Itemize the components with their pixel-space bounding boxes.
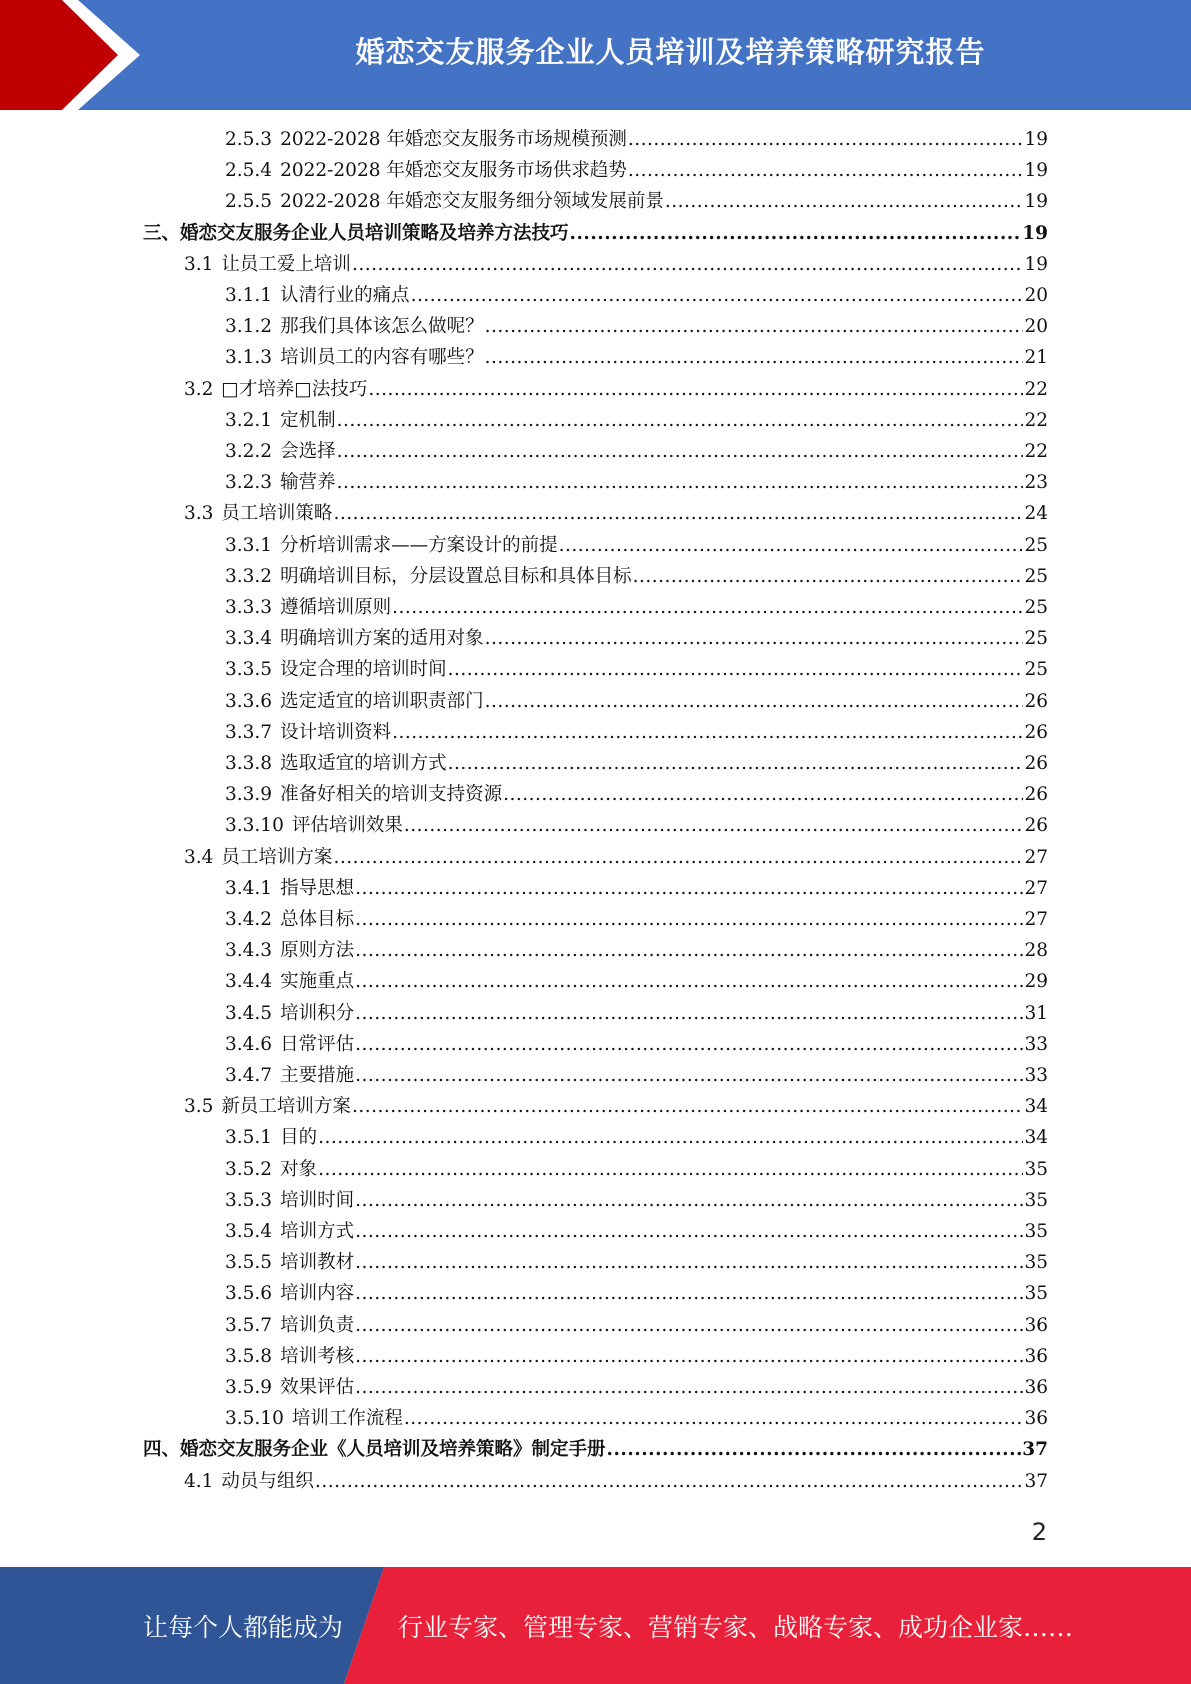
toc-entry-page: 36 — [1024, 1377, 1048, 1398]
toc-entry-title: 让员工爱上培训 — [221, 253, 351, 275]
toc-dot-leader — [337, 439, 1024, 465]
toc-dot-leader — [355, 1375, 1023, 1401]
toc-dot-leader — [368, 377, 1023, 403]
toc-entry-page: 29 — [1024, 971, 1048, 993]
toc-entry-page: 19 — [1024, 191, 1048, 213]
toc-entry-page: 22 — [1024, 441, 1048, 462]
toc-dot-leader — [633, 564, 1024, 590]
toc-entry-title: 定机制 — [280, 409, 336, 431]
toc-entry-page: 28 — [1024, 940, 1048, 962]
toc-entry[interactable] — [225, 657, 1048, 683]
toc-entry-title: 培训积分 — [280, 1002, 355, 1024]
toc-entry-number: 3.2 — [184, 378, 214, 400]
toc-entry-number: 三、 — [143, 222, 181, 244]
toc-entry-title: 婚恋交友服务企业人员培训策略及培养方法技巧 — [180, 222, 569, 244]
toc-dot-leader — [355, 969, 1023, 995]
toc-entry-title: 2022-2028 年婚恋交友服务细分领域发展前景 — [280, 191, 664, 213]
toc-entry-number: 3.3.9 — [225, 784, 273, 806]
footer-banner — [0, 1567, 1191, 1684]
toc-dot-leader — [448, 751, 1024, 777]
toc-entry-page: 35 — [1024, 1158, 1048, 1180]
toc-entry-title: 分析培训需求——方案设计的前提 — [280, 534, 558, 556]
toc-entry-number: 3.3.4 — [225, 628, 273, 650]
toc-entry-page: 34 — [1024, 1127, 1048, 1149]
toc-entry-page: 36 — [1024, 1345, 1048, 1367]
toc-entry-page: 25 — [1024, 628, 1048, 650]
toc-entry[interactable] — [184, 1094, 1048, 1120]
toc-entry-number: 3.3.3 — [225, 597, 273, 618]
toc-entry-title: 培训方式 — [280, 1221, 355, 1242]
toc-entry-title: 总体目标 — [280, 909, 355, 930]
toc-entry[interactable] — [225, 127, 1048, 153]
toc-entry-title: 明确培训方案的适用对象 — [280, 628, 484, 650]
toc-entry-page: 36 — [1024, 1314, 1048, 1336]
toc-dot-leader — [559, 533, 1024, 559]
toc-entry[interactable] — [225, 1063, 1048, 1089]
toc-entry-title: 婚恋交友服务企业《人员培训及培养策略》制定手册 — [180, 1439, 606, 1461]
toc-dot-leader — [352, 1094, 1024, 1120]
toc-entry-title: 输营养 — [280, 472, 336, 494]
toc-entry[interactable] — [225, 876, 1048, 902]
toc-entry[interactable] — [225, 1032, 1048, 1058]
toc-entry-page: 19 — [1024, 160, 1048, 182]
toc-entry-page: 22 — [1024, 409, 1048, 431]
toc-entry-title: 选定适宜的培训职责部门 — [280, 690, 484, 712]
toc-entry[interactable] — [184, 845, 1048, 871]
toc-dot-leader — [355, 1001, 1023, 1027]
toc-entry-page: 20 — [1024, 316, 1048, 338]
toc-entry-number: 3.4.3 — [225, 940, 273, 962]
toc-entry-title: 新员工培训方案 — [221, 1096, 351, 1118]
toc-dot-leader — [355, 1063, 1023, 1089]
toc-entry-title: □才培养□法技巧 — [221, 378, 368, 400]
toc-entry[interactable] — [225, 1219, 1048, 1245]
toc-entry-title: 遵循培训原则 — [280, 597, 392, 618]
toc-entry-title: 培训负责 — [280, 1314, 355, 1336]
toc-entry-number: 3.1.2 — [225, 316, 273, 338]
toc-entry-number: 3.2.3 — [225, 472, 273, 494]
toc-entry[interactable] — [225, 1001, 1048, 1027]
toc-entry[interactable] — [225, 1375, 1048, 1401]
toc-entry[interactable] — [143, 221, 1048, 247]
toc-entry-number: 3.5.3 — [225, 1189, 273, 1211]
toc-entry-number: 3.2.1 — [225, 409, 273, 431]
toc-entry-number: 四、 — [143, 1439, 181, 1461]
toc-entry-number: 3.5.4 — [225, 1221, 273, 1242]
page-number: 2 — [1031, 1518, 1047, 1546]
toc-dot-leader — [628, 158, 1024, 184]
toc-entry-number: 3.3.6 — [225, 690, 273, 712]
toc-entry[interactable] — [225, 1281, 1048, 1307]
toc-entry-page: 23 — [1024, 472, 1048, 494]
toc-entry-number: 2.5.5 — [225, 191, 273, 213]
toc-entry-number: 3.5.10 — [225, 1408, 284, 1430]
toc-entry-page: 35 — [1024, 1252, 1048, 1274]
toc-entry-number: 3.2.2 — [225, 441, 273, 462]
toc-entry[interactable] — [225, 720, 1048, 746]
toc-dot-leader — [355, 1313, 1023, 1339]
toc-entry-title: 培训内容 — [280, 1283, 355, 1305]
toc-dot-leader — [337, 470, 1024, 496]
toc-dot-leader — [355, 876, 1023, 902]
toc-dot-leader — [355, 1032, 1023, 1058]
toc-entry-number: 3.3.2 — [225, 565, 273, 587]
toc-entry-number: 3.4.5 — [225, 1002, 273, 1024]
chevron-arrow-icon — [0, 0, 160, 110]
toc-dot-leader — [355, 1188, 1023, 1214]
toc-entry-title: 培训时间 — [280, 1189, 355, 1211]
toc-dot-leader — [665, 189, 1024, 215]
toc-dot-leader — [355, 1219, 1023, 1245]
toc-entry-page: 26 — [1024, 753, 1048, 774]
report-title: 婚恋交友服务企业人员培训及培养策略研究报告 — [355, 34, 986, 69]
toc-entry-number: 3.5.9 — [225, 1377, 273, 1398]
toc-entry-page: 37 — [1022, 1439, 1048, 1461]
toc-entry-number: 3.1.1 — [225, 285, 273, 306]
toc-dot-leader — [318, 1157, 1023, 1183]
toc-entry[interactable] — [225, 782, 1048, 808]
toc-dot-leader — [404, 813, 1024, 839]
toc-dot-leader — [352, 252, 1024, 278]
toc-entry[interactable] — [225, 595, 1048, 621]
toc-entry-title: 员工培训方案 — [221, 846, 333, 868]
toc-entry-page: 26 — [1024, 784, 1048, 806]
toc-entry-number: 3.3.10 — [225, 815, 284, 837]
toc-dot-leader — [355, 938, 1023, 964]
toc-entry-number: 3.5.2 — [225, 1158, 273, 1180]
toc-entry-number: 3.3.8 — [225, 753, 273, 774]
toc-entry-page: 25 — [1024, 597, 1048, 618]
toc-entry-title: 选取适宜的培训方式 — [280, 753, 447, 774]
toc-entry-title: 会选择 — [280, 441, 336, 462]
toc-entry-number: 3.4.7 — [225, 1065, 273, 1086]
toc-entry-title: 2022-2028 年婚恋交友服务市场规模预测 — [280, 129, 627, 150]
toc-entry-number: 2.5.3 — [225, 129, 273, 150]
toc-dot-leader — [318, 1125, 1023, 1151]
toc-entry-title: 实施重点 — [280, 971, 355, 993]
toc-entry-page: 34 — [1024, 1096, 1048, 1118]
toc-entry[interactable] — [225, 626, 1048, 652]
toc-entry[interactable] — [225, 314, 1048, 340]
toc-entry[interactable] — [225, 1313, 1048, 1339]
toc-dot-leader — [404, 1406, 1024, 1432]
toc-entry-page: 37 — [1024, 1470, 1048, 1492]
toc-dot-leader — [485, 345, 1024, 371]
toc-entry-number: 3.3 — [184, 503, 214, 525]
toc-entry-title: 日常评估 — [280, 1033, 355, 1055]
toc-entry[interactable] — [225, 189, 1048, 215]
toc-entry[interactable] — [143, 1437, 1048, 1463]
toc-entry-number: 3.1 — [184, 253, 214, 275]
toc-entry-title: 设定合理的培训时间 — [280, 659, 447, 681]
toc-entry-number: 3.4.2 — [225, 909, 273, 930]
toc-entry-title: 指导思想 — [280, 877, 355, 899]
toc-entry[interactable] — [184, 1469, 1048, 1495]
toc-entry-title: 评估培训效果 — [291, 815, 403, 837]
toc-entry[interactable] — [225, 1125, 1048, 1151]
toc-entry-page: 35 — [1024, 1283, 1048, 1305]
toc-entry-page: 36 — [1024, 1408, 1048, 1430]
toc-entry-page: 33 — [1024, 1065, 1048, 1086]
toc-entry[interactable] — [225, 439, 1048, 465]
toc-entry-page: 22 — [1024, 378, 1048, 400]
toc-dot-leader — [485, 689, 1024, 715]
toc-entry-page: 19 — [1024, 253, 1048, 275]
toc-entry[interactable] — [225, 1250, 1048, 1276]
toc-entry-title: 目的 — [280, 1127, 318, 1149]
toc-entry-number: 3.5.7 — [225, 1314, 273, 1336]
toc-dot-leader — [503, 782, 1023, 808]
toc-entry[interactable] — [225, 938, 1048, 964]
toc-entry[interactable] — [225, 283, 1048, 309]
toc-entry[interactable] — [225, 751, 1048, 777]
toc-entry[interactable] — [225, 907, 1048, 933]
toc-dot-leader — [570, 221, 1022, 247]
toc-entry-page: 35 — [1024, 1221, 1048, 1242]
toc-dot-leader — [315, 1469, 1024, 1495]
toc-entry[interactable] — [225, 158, 1048, 184]
toc-entry-title: 对象 — [280, 1158, 318, 1180]
toc-entry[interactable] — [225, 1157, 1048, 1183]
toc-dot-leader — [355, 1250, 1023, 1276]
toc-entry[interactable] — [184, 377, 1048, 403]
toc-entry-number: 3.5.5 — [225, 1252, 273, 1274]
toc-entry-number: 3.3.1 — [225, 534, 273, 556]
toc-entry[interactable] — [225, 533, 1048, 559]
toc-entry-title: 原则方法 — [280, 940, 355, 962]
toc-entry-page: 25 — [1024, 659, 1048, 681]
toc-entry-title: 明确培训目标，分层设置总目标和具体目标 — [280, 565, 632, 587]
toc-entry-title: 准备好相关的培训支持资源 — [280, 784, 503, 806]
toc-dot-leader — [355, 1281, 1023, 1307]
toc-entry[interactable] — [225, 969, 1048, 995]
toc-entry-title: 效果评估 — [280, 1377, 355, 1398]
toc-entry-number: 3.4.4 — [225, 971, 273, 993]
toc-dot-leader — [628, 127, 1024, 153]
toc-dot-leader — [333, 845, 1023, 871]
toc-entry-number: 3.4 — [184, 846, 214, 868]
toc-entry-title: 动员与组织 — [221, 1470, 314, 1492]
toc-dot-leader — [411, 283, 1024, 309]
toc-entry-number: 2.5.4 — [225, 160, 273, 182]
toc-entry-title: 培训考核 — [280, 1345, 355, 1367]
toc-entry-page: 26 — [1024, 690, 1048, 712]
toc-entry-title: 认清行业的痛点 — [280, 285, 410, 306]
toc-entry-page: 19 — [1022, 222, 1048, 244]
toc-entry-page: 26 — [1024, 721, 1048, 743]
toc-entry[interactable] — [225, 813, 1048, 839]
toc-entry[interactable] — [225, 345, 1048, 371]
toc-entry-page: 20 — [1024, 285, 1048, 306]
toc-entry[interactable] — [225, 1344, 1048, 1370]
toc-entry-number: 3.5 — [184, 1096, 214, 1118]
toc-entry[interactable] — [225, 470, 1048, 496]
footer-slogan-right: 行业专家、管理专家、营销专家、战略专家、成功企业家…… — [398, 1612, 1074, 1642]
toc-entry-title: 培训教材 — [280, 1252, 355, 1274]
toc-entry[interactable] — [225, 408, 1048, 434]
toc-entry-title: 培训员工的内容有哪些？ — [280, 347, 484, 369]
toc-entry-page: 19 — [1024, 129, 1048, 150]
toc-entry-number: 3.4.6 — [225, 1033, 273, 1055]
toc-entry-title: 主要措施 — [280, 1065, 355, 1086]
toc-dot-leader — [355, 907, 1023, 933]
toc-dot-leader — [448, 657, 1024, 683]
toc-dot-leader — [355, 1344, 1023, 1370]
toc-entry[interactable] — [225, 564, 1048, 590]
toc-entry-page: 26 — [1024, 815, 1048, 837]
toc-entry-title: 培训工作流程 — [291, 1408, 403, 1430]
toc-entry-number: 3.5.1 — [225, 1127, 273, 1149]
toc-entry[interactable] — [225, 1406, 1048, 1432]
toc-entry-page: 21 — [1024, 347, 1048, 369]
toc-dot-leader — [337, 408, 1024, 434]
toc-entry-number: 4.1 — [184, 1470, 214, 1492]
toc-entry[interactable] — [225, 1188, 1048, 1214]
toc-entry-number: 3.4.1 — [225, 877, 273, 899]
toc-entry-page: 31 — [1024, 1002, 1048, 1024]
toc-dot-leader — [392, 595, 1023, 621]
toc-dot-leader — [485, 314, 1024, 340]
toc-entry-title: 2022-2028 年婚恋交友服务市场供求趋势 — [280, 160, 627, 182]
footer-slogan-left: 让每个人都能成为 — [143, 1612, 344, 1642]
toc-entry-title: 员工培训策略 — [221, 503, 333, 525]
toc-entry[interactable] — [184, 501, 1048, 527]
toc-dot-leader — [485, 626, 1024, 652]
toc-entry-number: 3.3.7 — [225, 721, 273, 743]
toc-entry-page: 33 — [1024, 1033, 1048, 1055]
toc-entry-page: 27 — [1024, 909, 1048, 930]
toc-entry-title: 那我们具体该怎么做呢？ — [280, 316, 484, 338]
toc-dot-leader — [333, 501, 1023, 527]
toc-entry-number: 3.5.6 — [225, 1283, 273, 1305]
toc-dot-leader — [607, 1437, 1022, 1463]
toc-dot-leader — [392, 720, 1023, 746]
toc-entry-page: 25 — [1024, 565, 1048, 587]
toc-entry-page: 27 — [1024, 846, 1048, 868]
toc-entry-number: 3.3.5 — [225, 659, 273, 681]
toc-entry-number: 3.1.3 — [225, 347, 273, 369]
toc-entry[interactable] — [225, 689, 1048, 715]
toc-entry-number: 3.5.8 — [225, 1345, 273, 1367]
toc-entry-page: 35 — [1024, 1189, 1048, 1211]
toc-entry[interactable] — [184, 252, 1048, 278]
toc-entry-page: 25 — [1024, 534, 1048, 556]
header-banner — [0, 0, 1191, 110]
toc-entry-page: 24 — [1024, 503, 1048, 525]
toc-entry-title: 设计培训资料 — [280, 721, 392, 743]
toc-entry-page: 27 — [1024, 877, 1048, 899]
